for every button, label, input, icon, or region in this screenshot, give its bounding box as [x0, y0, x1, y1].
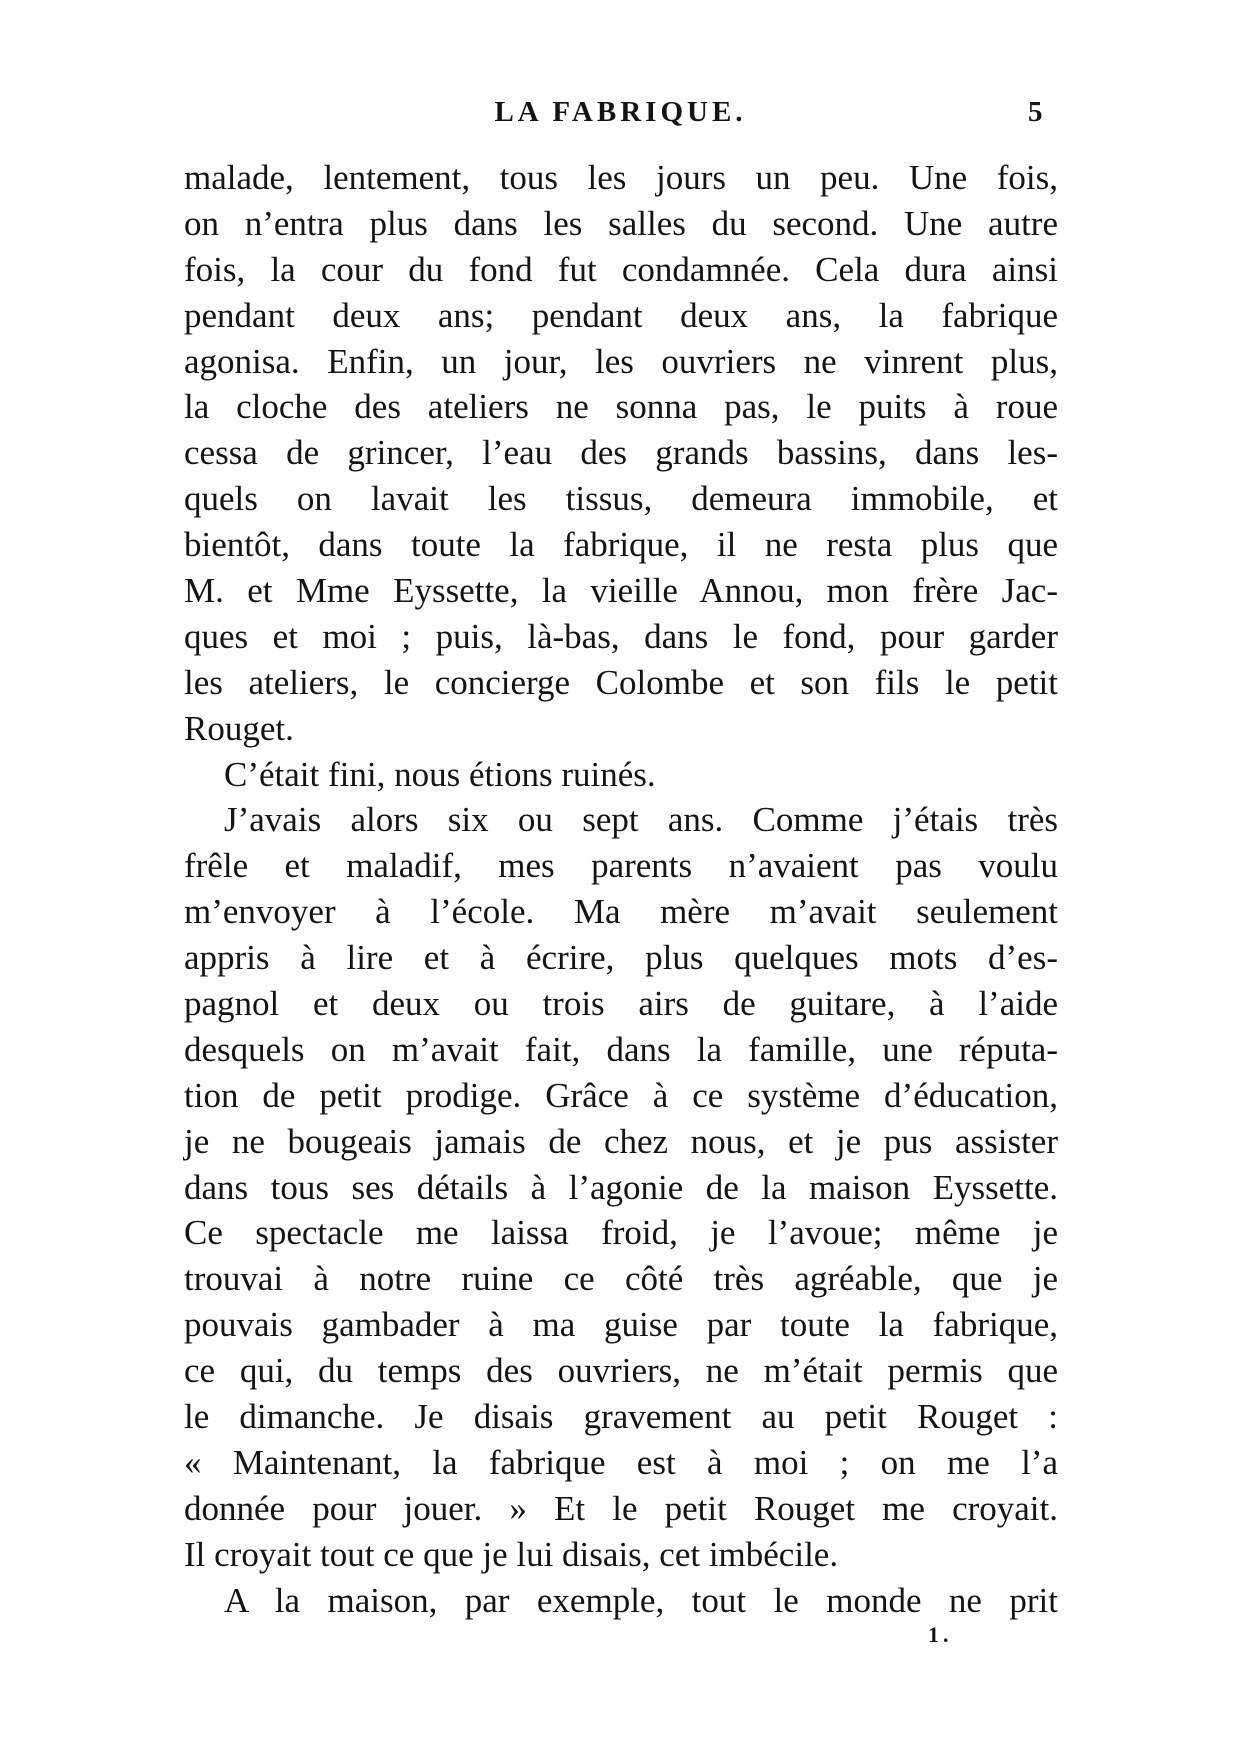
page-number: 5	[1028, 96, 1043, 128]
text-line: tion de petit prodige. Grâce à ce système d’éducation,	[184, 1075, 1058, 1115]
text-line: agonisa. Enfin, un jour, les ouvriers ne vinrent plus,	[184, 341, 1058, 381]
text-line: frêle et maladif, mes parents n’avaient pas voulu	[184, 846, 1058, 886]
text-line: on n’entra plus dans les salles du second. Une autre	[184, 203, 1058, 243]
signature-mark: 1.	[928, 1622, 953, 1647]
text-line: Rouget.	[184, 708, 294, 748]
text-line: J’avais alors six ou sept ans. Comme j’étais très	[224, 800, 1058, 840]
text-line: les ateliers, le concierge Colombe et son fils le petit	[184, 662, 1058, 702]
text-line: pendant deux ans; pendant deux ans, la fabrique	[184, 295, 1058, 335]
text-line: A la maison, par exemple, tout le monde ne prit	[224, 1580, 1058, 1620]
body-text	[184, 155, 1058, 1624]
text-line: C’était fini, nous étions ruinés.	[224, 754, 656, 794]
text-line: trouvai à notre ruine ce côté très agréable, que je	[184, 1259, 1058, 1299]
running-head	[0, 96, 1241, 136]
text-line: ques et moi ; puis, là-bas, dans le fond, pour garder	[184, 616, 1058, 656]
text-line: Il croyait tout ce que je lui disais, cet imbécile.	[184, 1534, 839, 1574]
text-line: M. et Mme Eyssette, la vieille Annou, mon frère Jac-	[184, 571, 1058, 611]
running-title: LA FABRIQUE.	[494, 96, 747, 128]
text-line: le dimanche. Je disais gravement au petit Rouget :	[184, 1397, 1058, 1437]
text-line: bientôt, dans toute la fabrique, il ne resta plus que	[184, 525, 1058, 565]
text-line: quels on lavait les tissus, demeura immobile, et	[184, 479, 1058, 519]
text-line: pouvais gambader à ma guise par toute la fabrique,	[184, 1305, 1058, 1345]
text-line: pagnol et deux ou trois airs de guitare, à l’aide	[184, 984, 1058, 1024]
text-line: donnée pour jouer. » Et le petit Rouget me croyait.	[184, 1488, 1058, 1528]
text-line: fois, la cour du fond fut condamnée. Cela dura ainsi	[184, 249, 1058, 289]
text-line: malade, lentement, tous les jours un peu. Une fois,	[184, 158, 1058, 197]
text-line: desquels on m’avait fait, dans la famille, une réputa-	[184, 1029, 1058, 1069]
text-line: dans tous ses détails à l’agonie de la maison Eyssette.	[184, 1167, 1058, 1207]
text-line: je ne bougeais jamais de chez nous, et je pus assister	[184, 1121, 1058, 1161]
text-line: cessa de grincer, l’eau des grands bassins, dans les-	[184, 433, 1058, 473]
text-line: m’envoyer à l’école. Ma mère m’avait seulement	[184, 892, 1058, 932]
text-line: Ce spectacle me laissa froid, je l’avoue; même je	[184, 1213, 1058, 1253]
text-line: la cloche des ateliers ne sonna pas, le puits à roue	[184, 387, 1058, 427]
text-line: « Maintenant, la fabrique est à moi ; on me l’a	[184, 1442, 1058, 1482]
text-line: appris à lire et à écrire, plus quelques mots d’es-	[184, 938, 1058, 978]
text-line: ce qui, du temps des ouvriers, ne m’était permis que	[184, 1351, 1058, 1391]
